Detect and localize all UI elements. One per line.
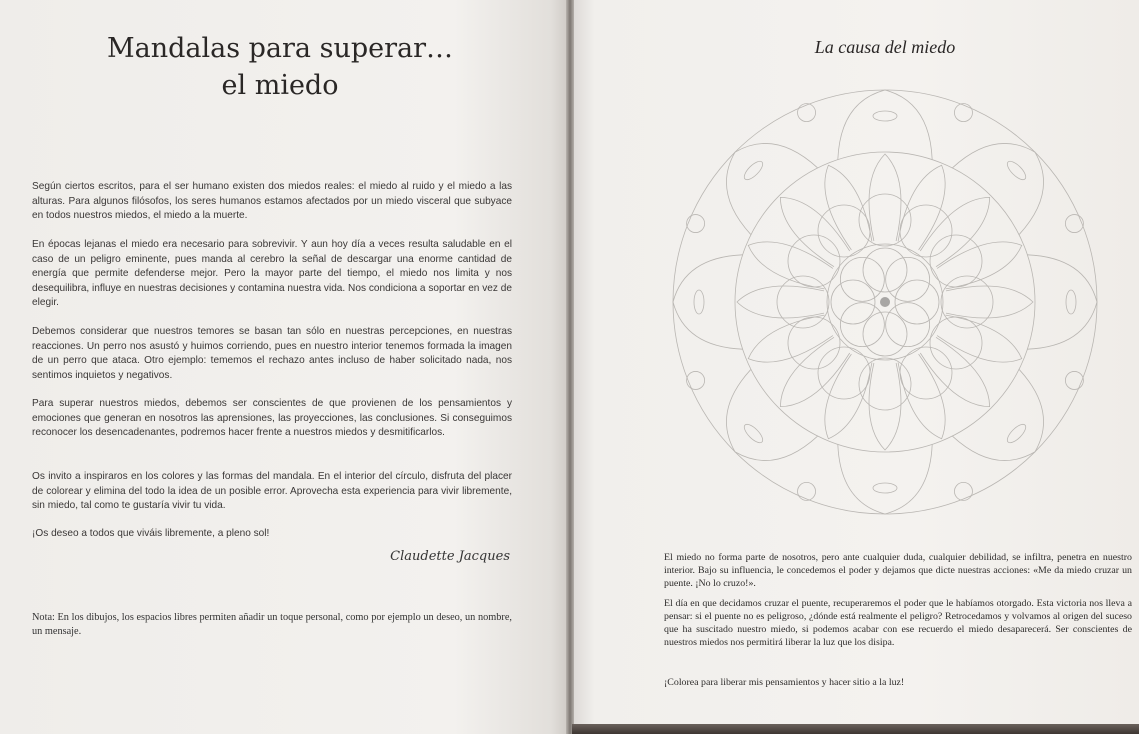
mandala-inner-loop [886,257,930,301]
mandala-curl [798,104,816,122]
intro-paragraph-1: Según ciertos escritos, para el ser humano existen dos miedos reales: el miedo al ruido y el miedo a las alturas. Para algunos filósofos, los seres humanos estamos afectados por un miedo visceral que subyace en todos nuestros miedos, el miedo a la muerte. [32,181,512,222]
book-bottom-edge [572,724,1139,734]
mandala-paragraph-2: El día en que decidamos cruzar el puente, recuperaremos el poder que le habíamos otorgado. Esta victoria nos lleva a pensar: si el puente no es peligroso, ¿dónde está realmente el peligro? Retrocedamos y volvamos al origen del suceso que ha suscitado nuestro miedo, si podemos acabar con ese recuerdo el miedo desaparecerá. Ser conscientes de nuestros miedos nos permitirá liberar la luz que los disipa. [664,598,1132,648]
page-title-line2: el miedo [221,70,339,101]
mandala-illustration [652,82,1118,528]
mandala-curl [954,482,972,500]
mandala-mid-petal [737,286,824,318]
mandala-petal-eye [1005,158,1029,182]
mandala-inner-loop [840,303,884,347]
mandala-petal-eye [1066,290,1076,314]
mandala-inner-loop [840,257,884,301]
mandala-inner-loop [863,312,907,356]
book-gutter [566,0,574,734]
mandala-mid-petal [946,286,1033,318]
mandala-inner-loop [863,248,907,292]
mandala-petal-eye [694,290,704,314]
mandala-outer-petal [1027,255,1097,349]
page-title [60,30,500,104]
drawing-note: Nota: En los dibujos, los espacios libres permiten añadir un toque personal, como por ejemplo un deseo, un nombre, un mensaje. [32,612,512,637]
mandala-paragraph-1: El miedo no forma parte de nosotros, pero ante cualquier duda, cualquier debilidad, se infiltra, penetra en nuestro interior. Bajo su influencia, le concedemos el poder y dejamos que dicte nuestras acciones: «Me da miedo cruzar un puente. ¡No lo cruzo!». [664,552,1132,589]
mandala-outer-petal [726,143,817,234]
intro-paragraph-6: ¡Os deseo a todos que viváis libremente, a pleno sol! [32,528,270,539]
intro-paragraph-3: Debemos considerar que nuestros temores se basan tan sólo en nuestras percepciones, en nuestras reacciones. Un perro nos asustó y huimos corriendo, pues en nuestro interior tenemos formada la imagen de un perro que ataca. Otro ejemplo: tememos el rechazo antes incluso de haber solicitado nada, nos sentimos inquietos y negativos. [32,326,512,381]
mandala-outer-petal [838,90,932,160]
mandala-loop [818,205,870,257]
mandala-title: La causa del miedo [814,37,956,57]
intro-paragraph-2: En épocas lejanas el miedo era necesario para sobrevivir. Y aun hoy día a veces resulta saludable en el caso de un peligro eminente, pues manda al cerebro la señal de descargar una enorme cantidad de energía que permite defenderse mejor. Pero la mayor parte del tiempo, el miedo nos limita y nos desequilibra, influye en nuestras decisiones y contamina nuestra vida. Nos condiciona a soportar en vez de elegir. [32,239,512,309]
mandala-loop [818,347,870,399]
mandala-curl [954,104,972,122]
mandala-loop [788,235,840,287]
mandala-outer-petal [952,369,1043,460]
mandala-loop [900,205,952,257]
intro-paragraph-4: Para superar nuestros miedos, debemos ser conscientes de que provienen de los pensamientos y emociones que generan en nosotros las aprensiones, las proyecciones, las conclusiones. Si conseguimos reconocer los desencadenantes, podremos hacer frente a nuestros miedos y desmitificarlos. [32,398,512,439]
mandala-petal-eye [873,111,897,121]
mandala-paragraph-3: ¡Colorea para liberar mis pensamientos y hacer sitio a la luz! [664,677,905,688]
mandala-curl [1065,215,1083,233]
author-signature: Claudette Jacques [390,549,510,564]
mandala-mid-petal [869,154,901,241]
mandala-loop [930,235,982,287]
mandala-loop [900,347,952,399]
mandala-outer-petal [673,255,743,349]
mandala-petal-eye [741,422,765,446]
intro-paragraph-5: Os invito a inspiraros en los colores y las formas del mandala. En el interior del círculo, disfruta del placer de colorear y elimina del todo la idea de un posible error. Aprovecha esta experiencia para vivir libremente, sin miedo, tal como te gustaría vivir tu vida. [32,471,512,512]
mandala-mid-petal [869,363,901,450]
mandala-curl [687,371,705,389]
mandala-inner-loop [895,280,939,324]
mandala-petal-eye [873,483,897,493]
mandala-inner-loop [831,280,875,324]
mandala-curl [1065,371,1083,389]
mandala-center-dot [880,297,890,307]
page-title-line1: Mandalas para superar… [106,33,454,64]
mandala-outer-petal [952,143,1043,234]
mandala-loop [930,317,982,369]
mandala-curl [687,215,705,233]
mandala-petal-eye [1005,422,1029,446]
mandala-outer-petal [726,369,817,460]
mandala-loop [788,317,840,369]
mandala-petal-eye [741,158,765,182]
mandala-curl [798,482,816,500]
mandala-inner-loop [886,303,930,347]
mandala-outer-petal [838,444,932,514]
